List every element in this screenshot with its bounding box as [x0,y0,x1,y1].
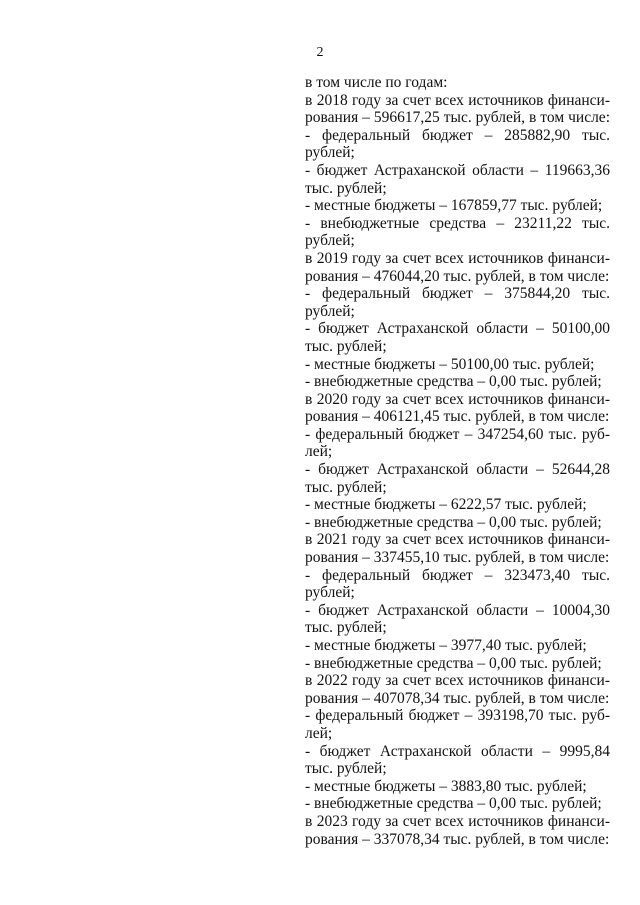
text-line: в 2022 году за счет всех источников финанси- [305,672,610,690]
text-line: - внебюджетные средства – 0,00 тыс. рублей; [305,654,602,672]
text-line: в 2020 году за счет всех источников финанси- [305,390,610,408]
text-line: рублей; [305,144,355,162]
text-line: - внебюджетные средства – 0,00 тыс. рублей; [305,795,602,813]
text-line: - внебюджетные средства – 0,00 тыс. рублей; [305,373,602,391]
text-line: рования – 407078,34 тыс. рублей, в том числе: [305,689,610,707]
text-line: рования – 406121,45 тыс. рублей, в том числе: [305,408,610,426]
text-line: - федеральный бюджет – 323473,40 тыс. [305,566,610,584]
text-line: рублей; [305,232,355,250]
text-line: - бюджет Астраханской области – 10004,30 [305,601,610,619]
text-line: рования – 337455,10 тыс. рублей, в том числе: [305,549,610,567]
text-line: тыс. рублей; [305,179,387,197]
text-line: в 2018 году за счет всех источников финанси- [305,91,610,109]
page-number: 2 [316,45,324,60]
text-line: - местные бюджеты – 50100,00 тыс. рублей; [305,355,595,373]
text-line: - местные бюджеты – 3883,80 тыс. рублей; [305,777,587,795]
text-line: в том числе по годам: [305,74,448,91]
text-line: - местные бюджеты – 167859,77 тыс. рублей; [305,197,603,215]
text-line: лей; [305,443,333,461]
text-line: - бюджет Астраханской области – 52644,28 [305,461,610,479]
text-line: - внебюджетные средства – 23211,22 тыс. [305,214,610,232]
text-line: рублей; [305,584,355,602]
text-line: в 2021 году за счет всех источников финанси- [305,531,610,549]
text-line: - внебюджетные средства – 0,00 тыс. рублей; [305,513,602,531]
text-line: тыс. рублей; [305,619,387,637]
text-line: рования – 596617,25 тыс. рублей, в том числе: [305,109,610,127]
text-line: тыс. рублей; [305,760,387,778]
text-line: - местные бюджеты – 3977,40 тыс. рублей; [305,637,587,654]
text-line: рования – 476044,20 тыс. рублей, в том числе: [305,267,610,285]
text-line: - бюджет Астраханской области – 119663,36 [305,161,610,179]
text-line: рублей; [305,302,355,320]
text-line: - федеральный бюджет – 393198,70 тыс. руб- [305,707,610,725]
text-line: в 2019 году за счет всех источников финанси- [305,249,610,267]
text-line: в 2023 году за счет всех источников финанси- [305,812,610,830]
text-line: - бюджет Астраханской области – 9995,84 [305,742,610,760]
text-line: рования – 337078,34 тыс. рублей, в том числе: [305,830,610,848]
text-line: - федеральный бюджет – 347254,60 тыс. руб- [305,425,610,443]
text-line: - федеральный бюджет – 375844,20 тыс. [305,285,610,303]
body-text [305,74,610,848]
text-line: - бюджет Астраханской области – 50100,00 [305,320,610,338]
text-line: лей; [305,724,333,742]
text-line: тыс. рублей; [305,478,387,496]
text-line: - федеральный бюджет – 285882,90 тыс. [305,126,610,144]
text-line: - местные бюджеты – 6222,57 тыс. рублей; [305,496,587,514]
text-line: тыс. рублей; [305,337,387,355]
